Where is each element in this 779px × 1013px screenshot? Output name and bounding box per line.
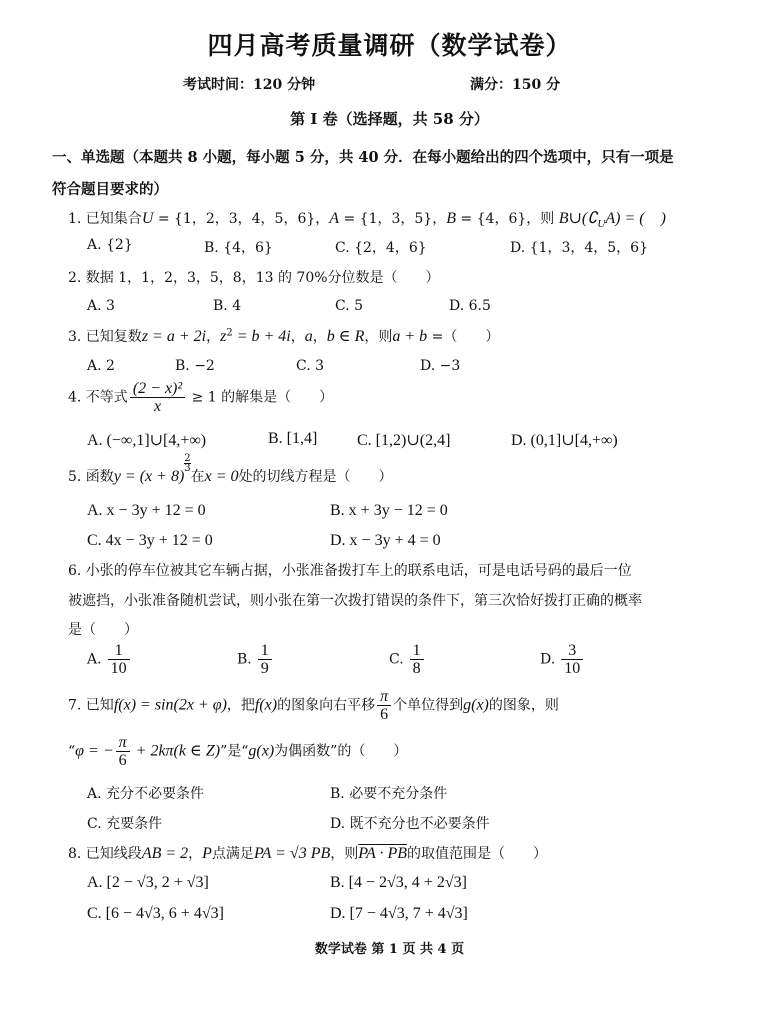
q7-text: 为偶函数”的（ ） [274, 743, 408, 760]
q7-expression: g(x) [248, 742, 275, 760]
q8-text: 8. 已知线段 [68, 846, 142, 862]
q1-option-b[interactable]: B. {4，6} [204, 240, 273, 256]
q3-superscript: 2 [226, 327, 233, 339]
q7-option-b[interactable]: B. 必要不充分条件 [330, 786, 448, 802]
q3-text: ， [290, 329, 305, 345]
q5-exponent [184, 454, 190, 473]
numerator: 3 [561, 642, 583, 660]
question-7-line2 [68, 734, 407, 769]
q5-option-c[interactable]: C. 4x − 3y + 12 = 0 [87, 532, 213, 549]
option-label: A. [87, 651, 102, 668]
q6-option-c[interactable] [389, 642, 426, 677]
q8-text: ， [188, 846, 203, 862]
denominator: 10 [110, 660, 127, 677]
q3-expression: b ∈ R [326, 328, 365, 345]
q8-text: 点满足 [211, 846, 254, 862]
q1-text: = {4，6}，则 [456, 211, 559, 227]
section-heading-line2: 符合题目要求的） [52, 181, 168, 198]
q4-fraction [130, 380, 185, 415]
question-1 [68, 205, 666, 230]
q2-option-b[interactable]: B. 4 [213, 298, 242, 314]
q5-exponent-numerator: 2 [184, 453, 191, 464]
q6-option-d[interactable] [540, 642, 585, 677]
denominator: 9 [260, 660, 269, 677]
numerator: 1 [258, 642, 272, 660]
q7-line2-fraction [116, 734, 130, 769]
q3-expression: z [220, 328, 227, 345]
q3-expression: z = a + 2i [141, 328, 207, 345]
q8-expression: PA = √3 PB [253, 845, 331, 862]
q6-option-b-fraction [258, 642, 272, 677]
q3-expression: a + b [392, 328, 428, 345]
denominator: 10 [564, 660, 581, 677]
q4-numerator: (2 − x)² [130, 380, 185, 398]
q6-option-c-fraction [410, 642, 424, 677]
q8-vector-expression: PA · PB [358, 845, 408, 862]
q8-expression: P [202, 845, 212, 862]
q2-option-d[interactable]: D. 6.5 [449, 298, 491, 314]
q7-text: 的图象向右平移 [277, 697, 376, 714]
q5-expression: y = (x + 8) [113, 468, 185, 485]
question-7-line1 [68, 688, 559, 723]
q2-option-a[interactable]: A. 3 [87, 298, 115, 314]
denominator: 6 [380, 706, 389, 723]
numerator: 1 [410, 642, 424, 660]
q7-text: ”是“ [220, 743, 249, 760]
q1-expression: A) = ( ) [605, 210, 666, 227]
q8-text: ，则 [330, 846, 359, 862]
q3-option-c[interactable]: C. 3 [296, 358, 325, 374]
q7-option-a[interactable]: A. 充分不必要条件 [87, 786, 205, 802]
q4-option-d[interactable]: D. (0,1]∪[4,+∞) [511, 432, 618, 449]
q5-text: 5. 函数 [68, 469, 114, 485]
q4-option-b[interactable]: B. [1,4] [268, 430, 318, 447]
q5-text: 在 [190, 469, 205, 485]
question-2: 2. 数据 1，1，2，3，5，8，13 的 70%分位数是（ ） [68, 270, 440, 286]
q3-text: ， [206, 329, 221, 345]
q7-text: 个单位得到 [393, 697, 464, 714]
q3-text: =（ ） [427, 329, 500, 345]
q4-option-c[interactable]: C. [1,2)∪(2,4] [357, 432, 451, 449]
q1-text: = {1，3，5}， [339, 211, 447, 227]
q3-text: 3. 已知复数 [68, 329, 142, 345]
q7-option-d[interactable]: D. 既不充分也不必要条件 [330, 816, 490, 832]
exam-title: 四月高考质量调研（数学试卷） [207, 31, 572, 60]
q3-text: ， [312, 329, 327, 345]
q1-option-c[interactable]: C. {2，4，6} [335, 240, 427, 256]
q3-expression: a [304, 328, 313, 345]
q4-option-a[interactable]: A. (−∞,1]∪[4,+∞) [87, 432, 207, 449]
q3-option-b[interactable]: B. −2 [175, 358, 215, 374]
q7-fraction [377, 688, 391, 723]
question-5 [68, 453, 393, 486]
q1-option-d[interactable]: D. {1，3，4，5，6} [510, 240, 648, 256]
q6-option-d-fraction [561, 642, 583, 677]
q1-set-b: B [446, 210, 456, 227]
q6-option-a-fraction [108, 642, 130, 677]
q7-text: 的图象，则 [488, 697, 559, 714]
q8-text: 的取值范围是（ ） [407, 846, 548, 862]
question-8 [68, 843, 547, 863]
q7-expression: φ = − [75, 742, 114, 760]
part-heading: 第 I 卷（选择题，共 58 分） [290, 110, 489, 128]
q7-expression: f(x) [254, 696, 278, 714]
q6-option-a[interactable] [87, 642, 132, 677]
q7-expression: f(x) = sin(2x + φ) [113, 696, 227, 714]
q5-option-a[interactable]: A. x − 3y + 12 = 0 [87, 502, 206, 519]
q2-option-c[interactable]: C. 5 [335, 298, 364, 314]
question-6-line3: 是（ ） [68, 622, 138, 638]
q3-expression: = b + 4i [232, 328, 291, 345]
q8-option-d[interactable]: D. [7 − 4√3, 7 + 4√3] [330, 905, 468, 922]
q5-expression: x = 0 [204, 468, 239, 485]
q1-option-a[interactable]: A. {2} [87, 237, 133, 253]
q7-text: ，把 [226, 697, 255, 714]
q8-option-b[interactable]: B. [4 − 2√3, 4 + 2√3] [330, 874, 467, 891]
q6-option-b[interactable] [237, 642, 274, 677]
q3-text: ，则 [364, 329, 393, 345]
question-3 [68, 326, 499, 346]
q4-text: 4. 不等式 [68, 389, 128, 406]
q3-option-a[interactable]: A. 2 [87, 358, 115, 374]
q4-denominator: x [153, 398, 162, 415]
denominator: 6 [118, 752, 127, 769]
q1-expression: B∪(∁ [558, 210, 598, 227]
q5-option-d[interactable]: D. x − 3y + 4 = 0 [330, 532, 441, 549]
option-label: D. [540, 651, 556, 668]
q7-text: 7. 已知 [68, 697, 114, 714]
q1-set-u: U [141, 210, 154, 227]
q1-subscript: U [597, 217, 606, 230]
question-4 [68, 380, 333, 415]
numerator: π [377, 688, 391, 706]
option-label: B. [237, 651, 252, 668]
q3-option-d[interactable]: D. −3 [420, 358, 461, 374]
q1-set-a: A [329, 210, 340, 227]
q7-option-c[interactable]: C. 充要条件 [87, 816, 163, 832]
option-label: C. [389, 651, 404, 668]
numerator: π [116, 734, 130, 752]
q5-exponent-denominator: 3 [184, 463, 191, 474]
q7-expression: g(x) [463, 696, 489, 714]
section-heading-line1: 一、单选题（本题共 8 小题，每小题 5 分，共 40 分．在每小题给出的四个选项中，只有一项是 [52, 149, 674, 166]
q5-option-b[interactable]: B. x + 3y − 12 = 0 [330, 502, 448, 519]
full-score: 满分：150 分 [470, 77, 561, 93]
exam-time: 考试时间：120 分钟 [183, 77, 316, 93]
q7-expression: + 2kπ(k ∈ Z) [131, 742, 221, 760]
denominator: 8 [412, 660, 421, 677]
q1-text: 1. 已知集合 [68, 211, 142, 227]
q8-option-c[interactable]: C. [6 − 4√3, 6 + 4√3] [87, 905, 224, 922]
page-footer: 数学试卷 第 1 页 共 4 页 [314, 942, 465, 957]
numerator: 1 [108, 642, 130, 660]
q4-text: ≥ 1 的解集是（ ） [187, 389, 334, 406]
question-6-line2: 被遮挡，小张准备随机尝试，则小张在第一次拨打错误的条件下，第三次恰好拨打正确的概率 [68, 593, 642, 609]
q7-text: “ [68, 743, 76, 760]
q1-text: = {1，2，3，4，5，6}， [153, 211, 330, 227]
q8-option-a[interactable]: A. [2 − √3, 2 + √3] [87, 874, 209, 891]
question-6-line1: 6. 小张的停车位被其它车辆占据，小张准备拨打车上的联系电话，可是电话号码的最后一位 [68, 563, 632, 579]
q8-expression: AB = 2 [141, 845, 189, 862]
q5-text: 处的切线方程是（ ） [238, 469, 393, 485]
